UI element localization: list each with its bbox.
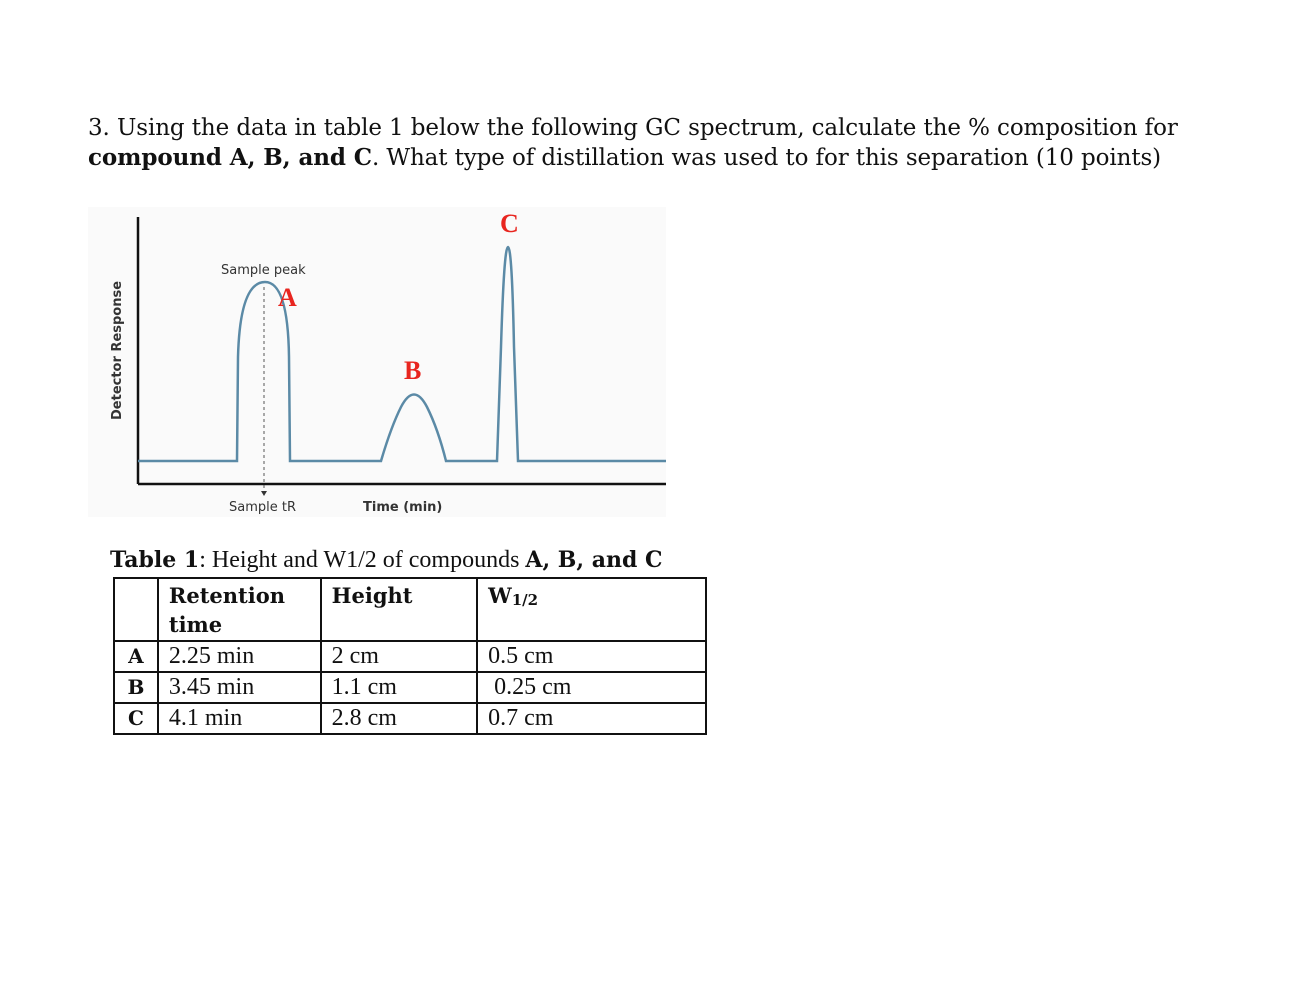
cell-width: 0.25 cm <box>477 672 706 703</box>
sample-tr-arrow-icon <box>261 491 267 496</box>
table-caption-compounds: A, B, and C <box>525 547 663 573</box>
y-axis-label: Detector Response <box>110 280 125 420</box>
header-blank <box>114 578 158 641</box>
gc-chromatogram-figure <box>88 207 666 517</box>
table-caption <box>110 547 663 574</box>
table-header-row <box>114 578 706 641</box>
question-text <box>88 114 1208 173</box>
question-line-2-rest: . What type of distillation was used to for this separation (10 points) <box>371 145 1162 171</box>
header-half-width <box>477 578 706 641</box>
row-label: C <box>114 703 158 734</box>
cell-height: 1.1 cm <box>321 672 478 703</box>
sample-peak-label: Sample peak <box>221 263 306 278</box>
cell-width: 0.5 cm <box>477 641 706 672</box>
cell-retention: 4.1 min <box>158 703 321 734</box>
cell-height: 2 cm <box>321 641 478 672</box>
header-retention-time: Retention time <box>158 578 321 641</box>
sample-tr-label: Sample tR <box>229 500 297 515</box>
peak-label-c: C <box>500 209 519 238</box>
peak-label-b: B <box>404 356 422 385</box>
header-w: W <box>488 583 512 608</box>
data-table <box>113 577 707 735</box>
row-label: B <box>114 672 158 703</box>
table-caption-text: : Height and W1/2 of compounds <box>199 547 526 573</box>
question-line-1: 3. Using the data in table 1 below the following GC spectrum, calculate the % composition for <box>88 115 1178 141</box>
table-caption-label: Table 1 <box>110 547 200 573</box>
chromatogram-trace <box>138 247 666 461</box>
row-label: A <box>114 641 158 672</box>
table-row <box>114 672 706 703</box>
x-axis-label: Time (min) <box>363 500 443 515</box>
cell-width: 0.7 cm <box>477 703 706 734</box>
question-line-2 <box>88 143 1208 173</box>
question-compounds: compound A, B, and C <box>88 144 372 171</box>
table-row <box>114 641 706 672</box>
cell-retention: 2.25 min <box>158 641 321 672</box>
cell-retention: 3.45 min <box>158 672 321 703</box>
gc-chromatogram <box>88 207 666 517</box>
header-height: Height <box>321 578 478 641</box>
peak-label-a: A <box>278 283 297 312</box>
header-w-subscript: 1/2 <box>511 591 539 609</box>
cell-height: 2.8 cm <box>321 703 478 734</box>
table-row <box>114 703 706 734</box>
